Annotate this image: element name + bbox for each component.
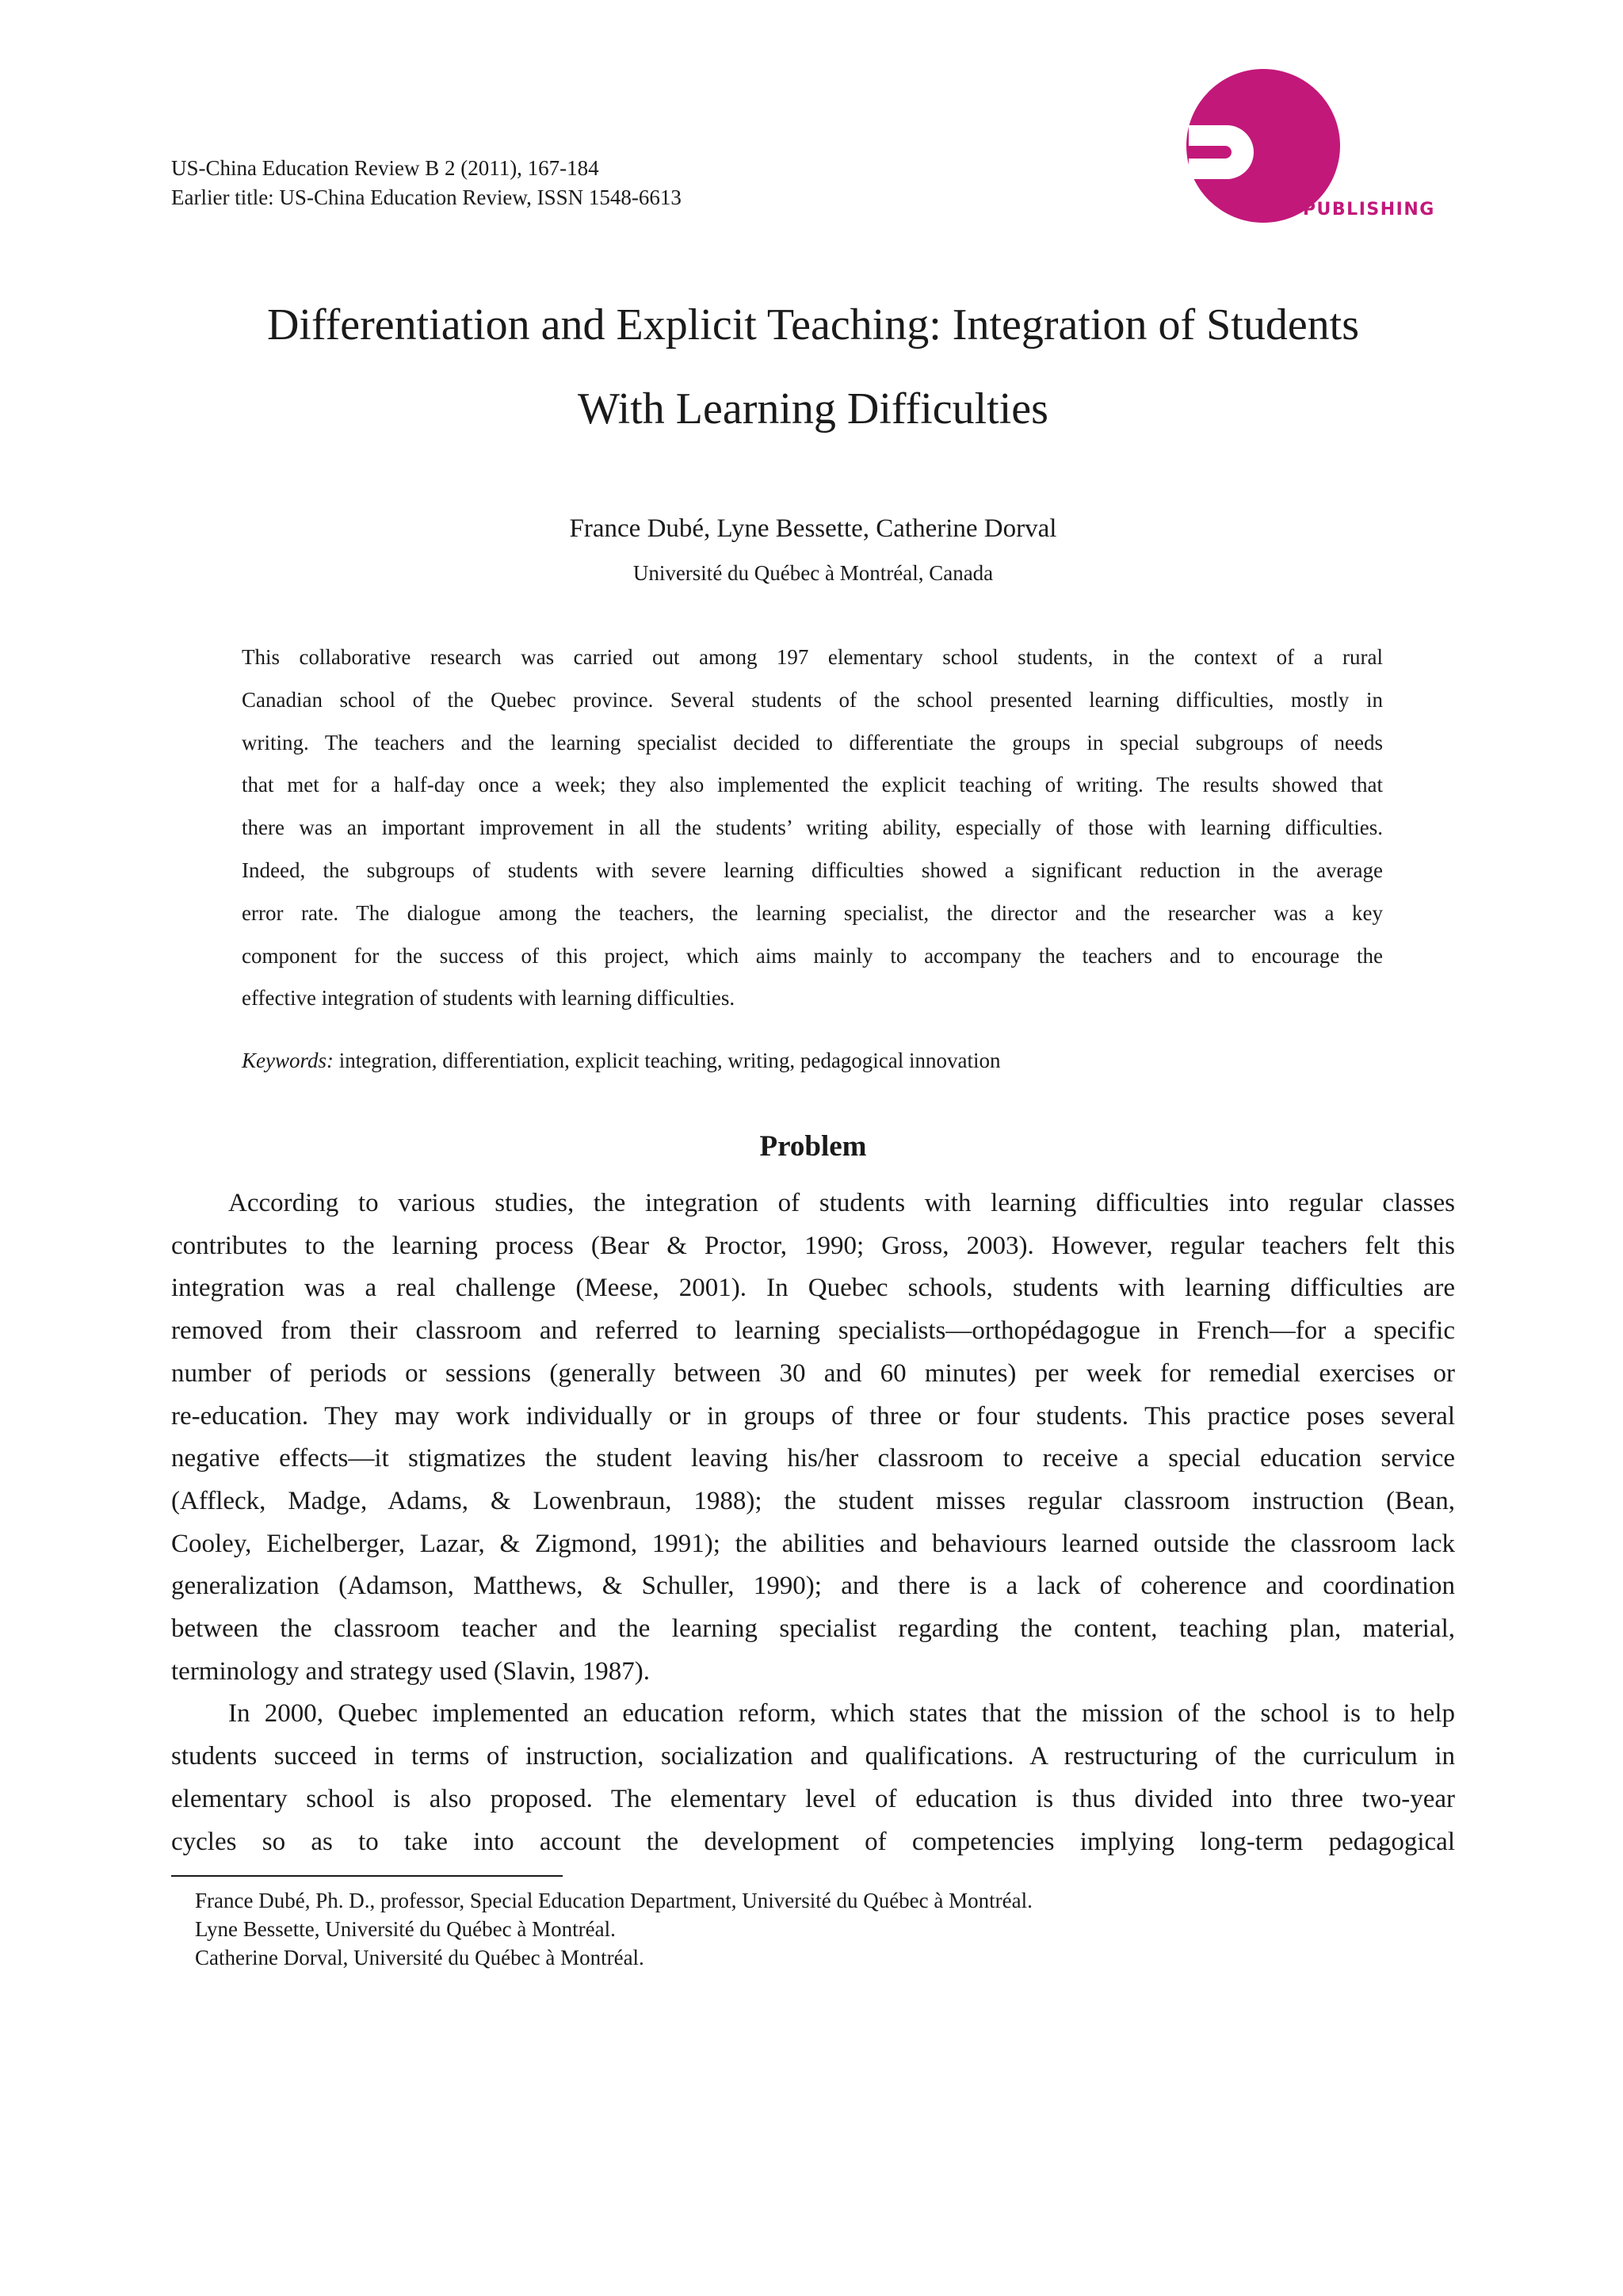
- body-line: terminology and strategy used (Slavin, 1987).: [171, 1656, 650, 1686]
- body-line: between the classroom teacher and the learning specialist regarding the content, teaching plan, material,: [171, 1614, 1455, 1644]
- body-line: generalization (Adamson, Matthews, & Schuller, 1990); and there is a lack of coherence and coordination: [171, 1572, 1455, 1601]
- abstract-line: component for the success of this project, which aims mainly to accompany the teachers and to encourage the: [242, 943, 1383, 968]
- abstract-line: error rate. The dialogue among the teachers, the learning specialist, the director and the researcher was a key: [242, 900, 1383, 925]
- body-line: According to various studies, the integration of students with learning difficulties into regular classes: [228, 1189, 1455, 1217]
- title-line-2: With Learning Difficulties: [578, 384, 1048, 434]
- footnote: France Dubé, Ph. D., professor, Special Education Department, Université du Québec à Montréal.: [195, 1889, 1033, 1912]
- abstract-line: Indeed, the subgroups of students with severe learning difficulties showed a significant reduction in the average: [242, 858, 1383, 882]
- section-heading: Problem: [759, 1130, 867, 1163]
- keywords: [242, 1045, 1383, 1076]
- abstract-line: there was an important improvement in all the students’ writing ability, especially of those with learning difficulties.: [242, 816, 1383, 840]
- abstract: [242, 636, 1383, 1020]
- body-line: students succeed in terms of instruction, socialization and qualifications. A restructuring of the curriculum in: [171, 1742, 1455, 1771]
- body-line: contributes to the learning process (Bear & Proctor, 1990; Gross, 2003). However, regular teachers felt this: [171, 1231, 1455, 1260]
- footnote: Catherine Dorval, Université du Québec à Montréal.: [195, 1946, 644, 1969]
- abstract-line: This collaborative research was carried out among 197 elementary school students, in the context of a rural: [242, 645, 1383, 669]
- section-body: [171, 1182, 1455, 1863]
- abstract-line: effective integration of students with learning difficulties.: [242, 986, 735, 1010]
- footnotes: [195, 1886, 1463, 1972]
- journal-earlier-title: Earlier title: US-China Education Review, ISSN 1548-6613: [171, 185, 682, 209]
- title-line-1: Differentiation and Explicit Teaching: Integration of Students: [266, 300, 1360, 350]
- abstract-line: that met for a half-day once a week; they also implemented the explicit teaching of writing. The results showed that: [242, 773, 1383, 797]
- david-publishing-logo: [1181, 68, 1458, 227]
- abstract-line: writing. The teachers and the learning specialist decided to differentiate the groups in special subgroups of needs: [242, 730, 1383, 755]
- author-list: France Dubé, Lyne Bessette, Catherine Dorval: [569, 514, 1057, 543]
- journal-citation: US-China Education Review B 2 (2011), 167-184: [171, 156, 599, 180]
- article-title: [171, 283, 1455, 451]
- body-line: In 2000, Quebec implemented an education reform, which states that the mission of the school is to help: [228, 1699, 1455, 1729]
- footnote-divider: [171, 1875, 563, 1877]
- body-line: removed from their classroom and referred to learning specialists—orthopédagogue in French—for a specific: [171, 1316, 1455, 1346]
- author-affiliation: Université du Québec à Montréal, Canada: [632, 561, 994, 585]
- abstract-line: Canadian school of the Quebec province. Several students of the school presented learning difficulties, mostly in: [242, 687, 1383, 712]
- keywords-list: integration, differentiation, explicit teaching, writing, pedagogical innovation: [338, 1049, 1001, 1072]
- keywords-label: Keywords:: [242, 1049, 334, 1072]
- body-line: negative effects—it stigmatizes the student leaving his/her classroom to receive a special education service: [171, 1444, 1455, 1473]
- journal-header: [171, 154, 682, 212]
- body-line: re-education. They may work individually or in groups of three or four students. This practice poses several: [171, 1401, 1455, 1431]
- body-line: elementary school is also proposed. The elementary level of education is thus divided into three two-year: [171, 1784, 1455, 1813]
- body-line: Cooley, Eichelberger, Lazar, & Zigmond, 1991); the abilities and behaviours learned outside the classroom lack: [171, 1529, 1455, 1558]
- logo-text: DAVID PUBLISHING: [1228, 200, 1435, 220]
- body-line: cycles so as to take into account the development of competencies implying long-term pedagogical: [171, 1827, 1455, 1856]
- body-line: (Affleck, Madge, Adams, & Lowenbraun, 1988); the student misses regular classroom instruction (Bean,: [171, 1486, 1455, 1515]
- body-line: integration was a real challenge (Meese, 2001). In Quebec schools, students with learning difficulties are: [171, 1274, 1455, 1303]
- body-line: number of periods or sessions (generally between 30 and 60 minutes) per week for remedial exercises or: [171, 1358, 1455, 1388]
- footnote: Lyne Bessette, Université du Québec à Montréal.: [195, 1917, 616, 1941]
